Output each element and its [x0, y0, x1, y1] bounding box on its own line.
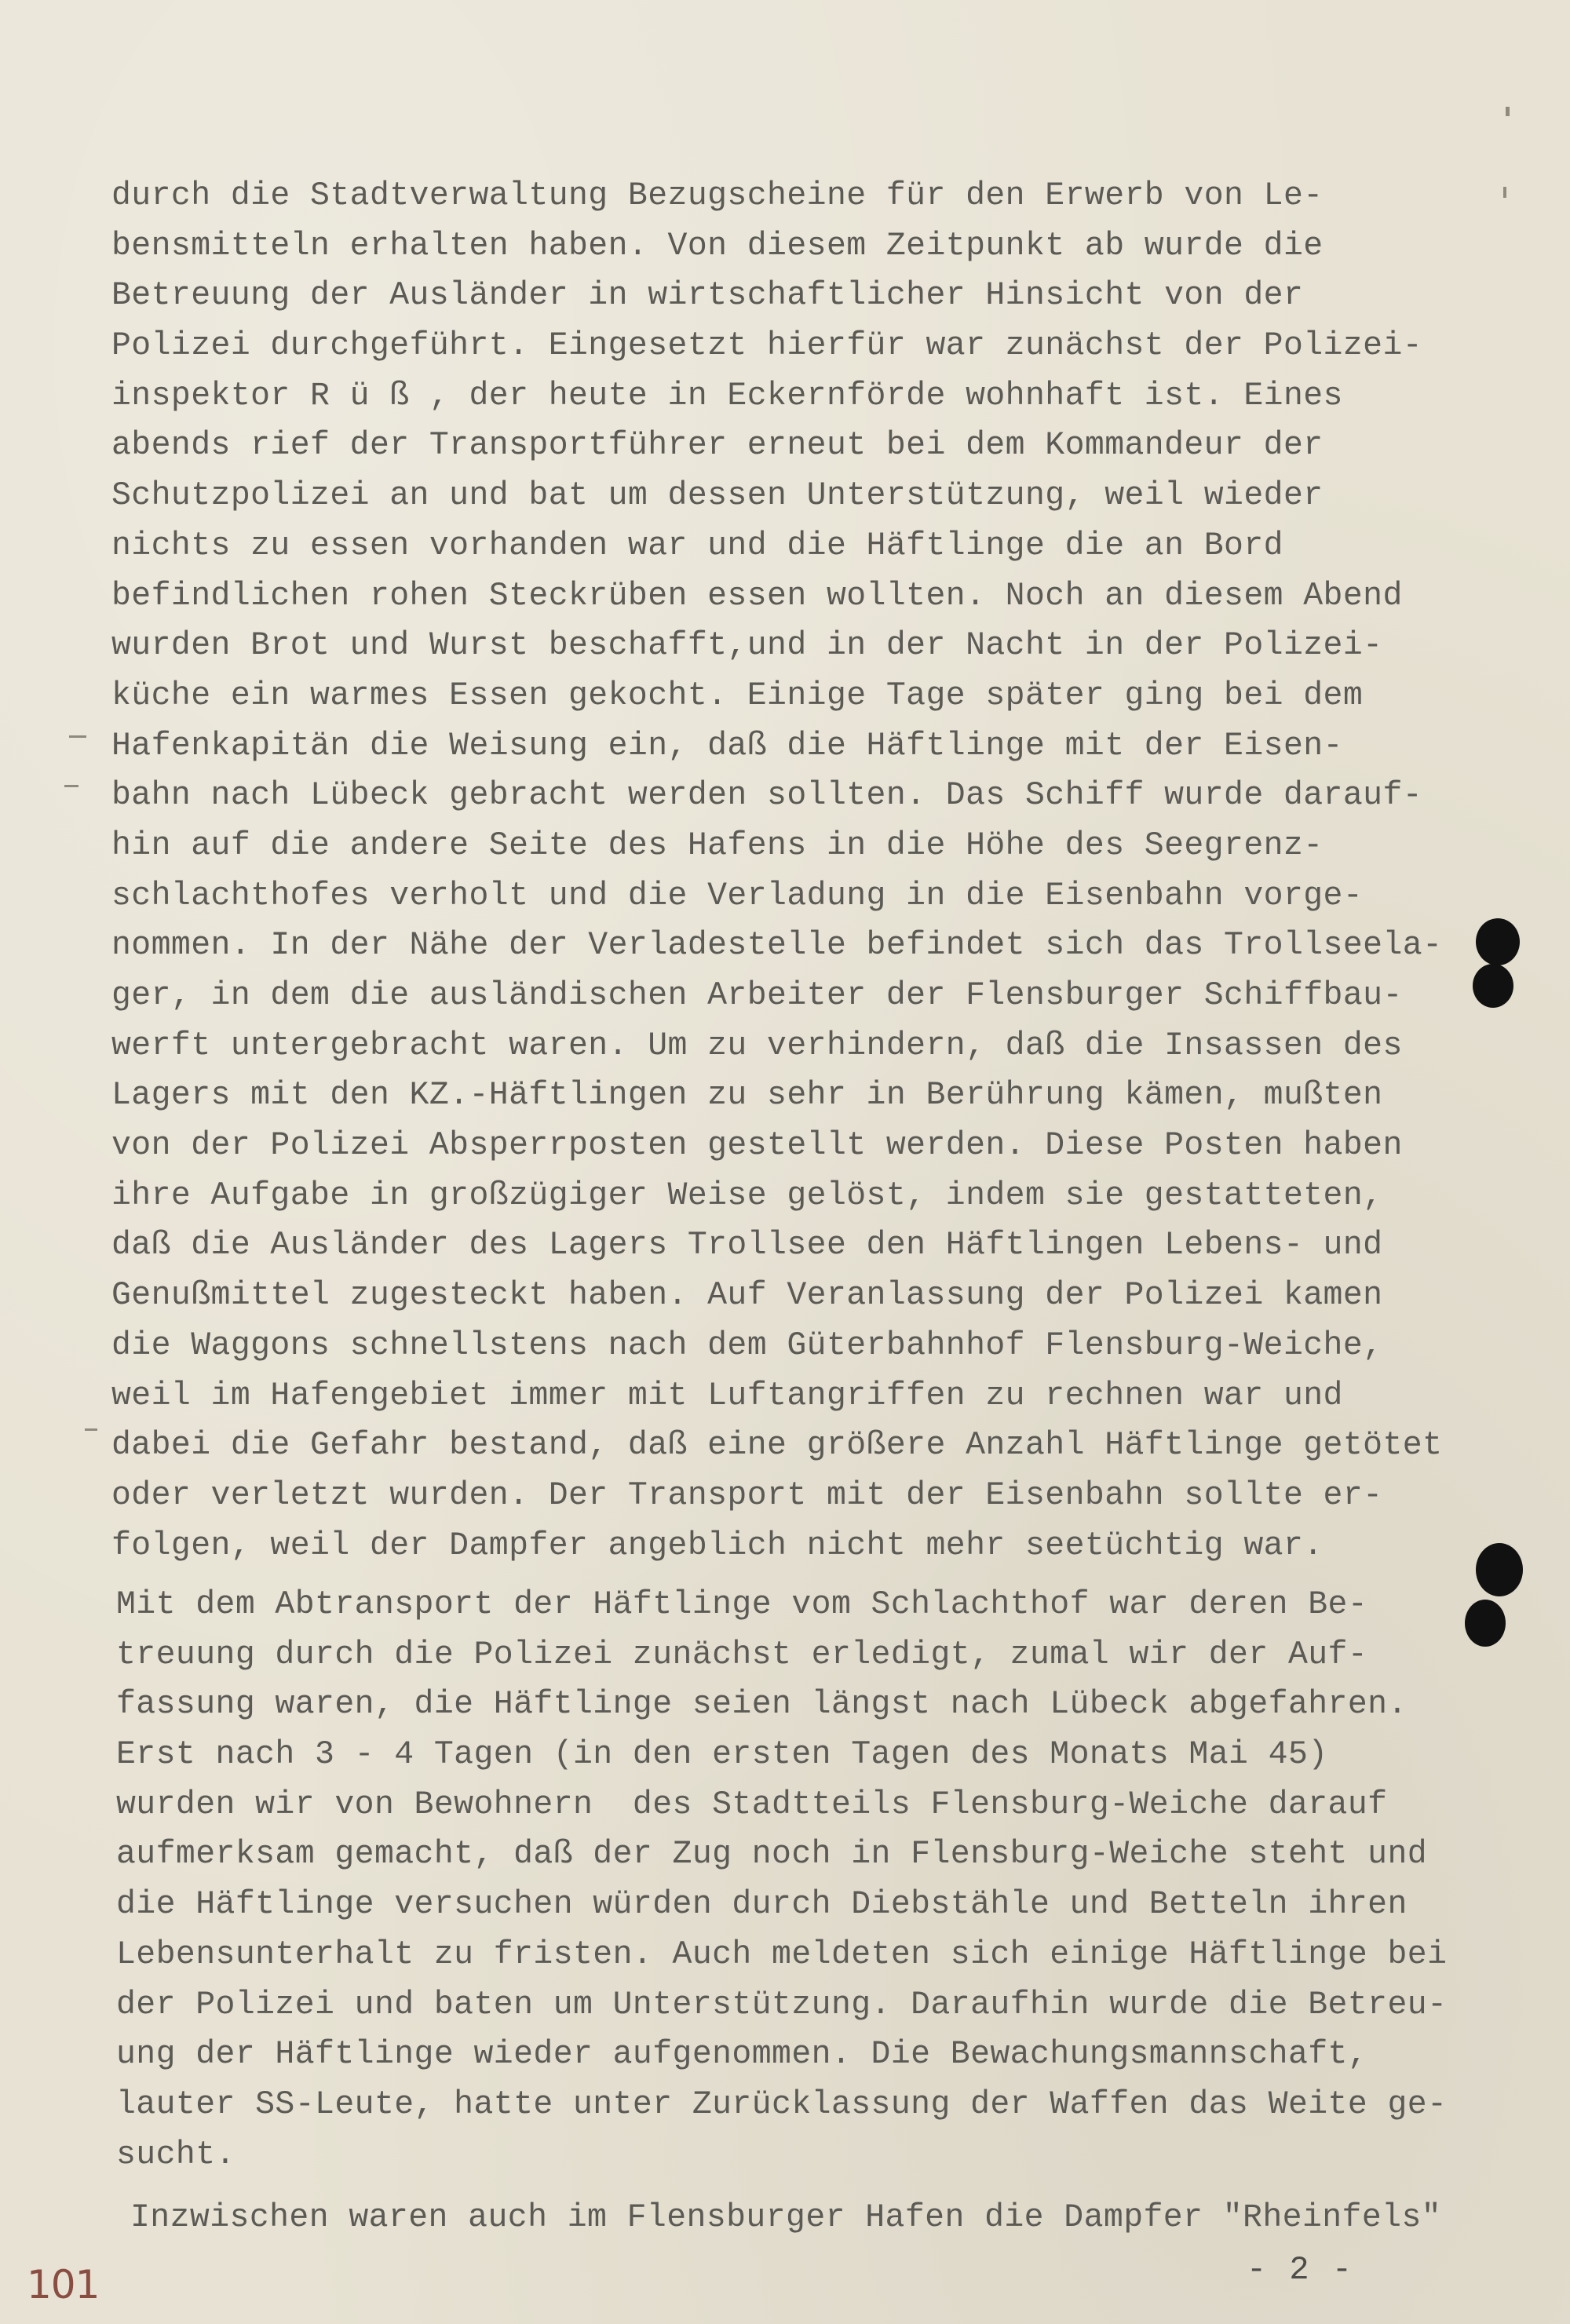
text-line: Hafenkapitän die Weisung ein, daß die Häftlinge mit der Eisen-: [111, 727, 1343, 764]
text-line: schlachthofes verholt und die Verladung in die Eisenbahn vorge-: [111, 877, 1364, 914]
paragraph-1: [111, 171, 1462, 1571]
text-line: wurden wir von Bewohnern des Stadtteils Flensburg-Weiche darauf: [116, 1786, 1388, 1823]
text-line: fassung waren, die Häftlinge seien längst nach Lübeck abgefahren.: [116, 1686, 1408, 1724]
text-line: ger, in dem die ausländischen Arbeiter der Flensburger Schiffbau-: [111, 977, 1403, 1014]
punch-holes: [1460, 918, 1531, 1656]
text-line: daß die Ausländer des Lagers Trollsee den Häftlingen Lebens- und: [111, 1227, 1383, 1264]
text-line: hin auf die andere Seite des Hafens in die Höhe des Seegrenz-: [111, 826, 1324, 864]
text-line: die Waggons schnellstens nach dem Güterbahnhof Flensburg-Weiche,: [111, 1326, 1383, 1364]
text-line: Betreuung der Ausländer in wirtschaftlicher Hinsicht von der: [111, 277, 1304, 315]
text-line: nommen. In der Nähe der Verladestelle befindet sich das Trollseela-: [111, 927, 1443, 965]
text-line: Mit dem Abtransport der Häftlinge vom Schlachthof war deren Be-: [116, 1586, 1368, 1623]
punch-hole-lower-2: [1465, 1600, 1506, 1647]
text-line: befindlichen rohen Steckrüben essen wollten. Noch an diesem Abend: [111, 577, 1403, 615]
text-line: Polizei durchgeführt. Eingesetzt hierfür war zunächst der Polizei-: [111, 327, 1423, 365]
text-line: Lagers mit den KZ.-Häftlingen zu sehr in Berührung kämen, mußten: [111, 1077, 1383, 1115]
text-line: oder verletzt wurden. Der Transport mit der Eisenbahn sollte er-: [111, 1476, 1383, 1514]
page-number: - 2 -: [1247, 2251, 1354, 2289]
text-line: sucht.: [116, 2136, 236, 2173]
margin-mark: [85, 1428, 97, 1431]
text-line: Erst nach 3 - 4 Tagen (in den ersten Tagen des Monats Mai 45): [116, 1736, 1328, 1774]
text-line: der Polizei und baten um Unterstützung. Daraufhin wurde die Betreu-: [116, 1986, 1448, 2023]
margin-mark: [69, 735, 86, 738]
text-line: Schutzpolizei an und bat um dessen Unterstützung, weil wieder: [111, 477, 1324, 515]
text-line: ihre Aufgabe in großzügiger Weise gelöst, indem sie gestatteten,: [111, 1177, 1383, 1214]
text-line: Lebensunterhalt zu fristen. Auch meldeten sich einige Häftlinge bei: [116, 1935, 1448, 1973]
text-line: wurden Brot und Wurst beschafft,und in der Nacht in der Polizei-: [111, 627, 1383, 665]
text-line: bahn nach Lübeck gebracht werden sollten. Das Schiff wurde darauf-: [111, 777, 1423, 815]
text-line: Inzwischen waren auch im Flensburger Hafen die Dampfer "Rheinfels": [130, 2199, 1442, 2236]
text-line: nichts zu essen vorhanden war und die Häftlinge die an Bord: [111, 527, 1283, 564]
text-line: Genußmittel zugesteckt haben. Auf Veranlassung der Polizei kamen: [111, 1277, 1383, 1315]
punch-hole-upper-2: [1473, 964, 1513, 1008]
text-line: bensmitteln erhalten haben. Von diesem Zeitpunkt ab wurde die: [111, 227, 1324, 265]
margin-mark: [64, 785, 78, 787]
punch-hole-lower: [1476, 1543, 1523, 1596]
text-line: inspektor R ü ß , der heute in Eckernförde wohnhaft ist. Eines: [111, 377, 1343, 414]
text-line: küche ein warmes Essen gekocht. Einige Tage später ging bei dem: [111, 677, 1364, 714]
paragraph-2: [116, 1580, 1466, 2180]
text-line: von der Polizei Absperrposten gestellt werden. Diese Posten haben: [111, 1127, 1403, 1165]
text-line: aufmerksam gemacht, daß der Zug noch in Flensburg-Weiche steht und: [116, 1836, 1428, 1873]
text-line: die Häftlinge versuchen würden durch Diebstähle und Betteln ihren: [116, 1886, 1408, 1924]
text-line: dabei die Gefahr bestand, daß eine größere Anzahl Häftlinge getötet: [111, 1427, 1443, 1465]
text-line: durch die Stadtverwaltung Bezugscheine für den Erwerb von Le-: [111, 177, 1324, 214]
text-line: folgen, weil der Dampfer angeblich nicht mehr seetüchtig war.: [111, 1527, 1324, 1564]
text-line: treuung durch die Polizei zunächst erledigt, zumal wir der Auf-: [116, 1636, 1368, 1673]
punch-hole-upper: [1476, 918, 1520, 965]
text-line: lauter SS-Leute, hatte unter Zurücklassung der Waffen das Weite ge-: [116, 2085, 1448, 2123]
text-line: ung der Häftlinge wieder aufgenommen. Die Bewachungsmannschaft,: [116, 2036, 1368, 2074]
margin-mark: [1503, 187, 1506, 198]
text-line: weil im Hafengebiet immer mit Luftangriffen zu rechnen war und: [111, 1377, 1343, 1414]
text-line: abends rief der Transportführer erneut bei dem Kommandeur der: [111, 427, 1324, 465]
margin-mark: [1506, 107, 1510, 116]
text-line: werft untergebracht waren. Um zu verhindern, daß die Insassen des: [111, 1027, 1403, 1064]
handwritten-folio-number: 101: [27, 2262, 100, 2308]
paragraph-3: [130, 2193, 1481, 2243]
